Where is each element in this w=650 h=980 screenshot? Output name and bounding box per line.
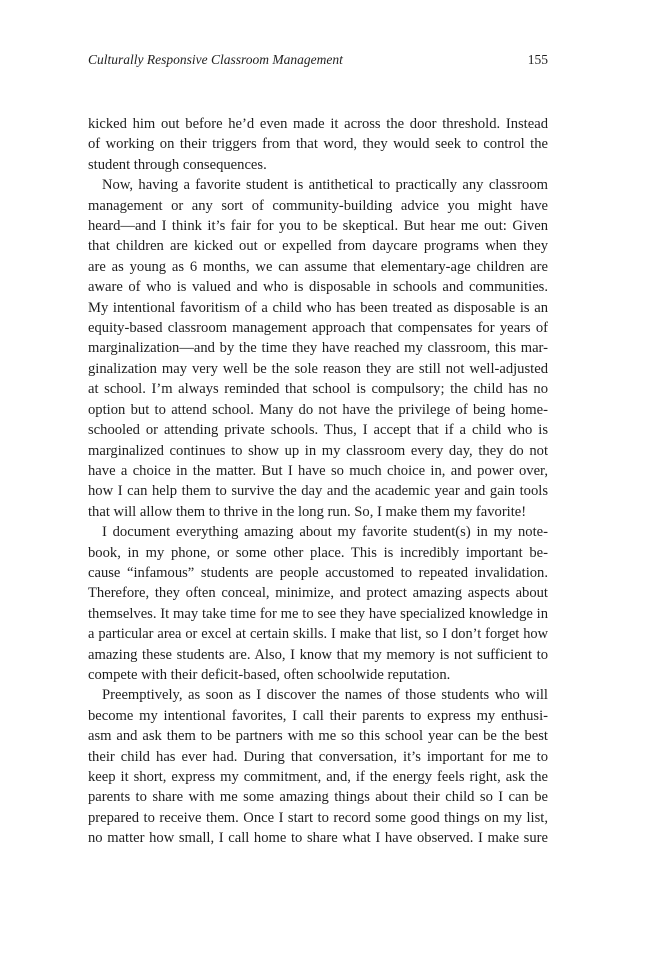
text-line: become my intentional favorites, I call their parents to express my enthusi-: [88, 707, 548, 724]
text-line: schooled or attending private schools. Thus, I accept that if a child who is: [88, 422, 548, 439]
text-line: themselves. It may take time for me to see they have specialized knowledge in: [88, 605, 548, 622]
page-number: 155: [527, 52, 548, 67]
text-line: Therefore, they often conceal, minimize, and protect amazing aspects about: [88, 585, 548, 602]
text-line: student through consequences.: [88, 156, 267, 173]
body-text: [88, 114, 548, 849]
text-line: a particular area or excel at certain skills. I make that list, so I don’t forget how: [88, 626, 548, 643]
text-line: marginalization—and by the time they have reached my classroom, this mar-: [88, 340, 548, 357]
text-line: that will allow them to thrive in the long run. So, I make them my favorite!: [88, 503, 527, 520]
text-line: keep it short, express my commitment, and, if the energy feels right, ask the: [88, 769, 548, 785]
text-line: have a choice in the matter. But I have so much choice in, and power over,: [88, 462, 548, 479]
text-line: I document everything amazing about my favorite student(s) in my note-: [102, 524, 548, 541]
text-line: management or any sort of community-building advice you might have: [88, 197, 548, 214]
text-line: marginalized continues to show up in my classroom every day, they do not: [88, 442, 548, 459]
text-line: that children are kicked out or expelled from daycare programs when they: [88, 238, 548, 255]
running-header: [88, 52, 548, 70]
text-line: asm and ask them to be partners with me so this school year can be the best: [88, 728, 548, 745]
text-line: prepared to receive them. Once I start to record some good things on my list,: [88, 809, 548, 826]
text-line: no matter how small, I call home to share what I have observed. I make sure: [88, 830, 548, 847]
text-line: Preemptively, as soon as I discover the names of those students who will: [102, 687, 548, 704]
text-line: how I can help them to survive the day and the academic year and gain tools: [88, 483, 548, 500]
text-line: their child has ever had. During that conversation, it’s important for me to: [88, 748, 548, 765]
text-line: My intentional favoritism of a child who has been treated as disposable is an: [88, 299, 548, 316]
text-line: are as young as 6 months, we can assume that elementary-age children are: [88, 258, 548, 275]
text-line: parents to share with me some amazing things about their child so I can be: [88, 789, 548, 806]
text-line: book, in my phone, or some other place. This is incredibly important be-: [88, 544, 548, 561]
text-line: of working on their triggers from that word, they would seek to control the: [88, 136, 548, 153]
text-line: equity-based classroom management approach that compensates for years of: [88, 320, 548, 337]
text-line: aware of who is valued and who is disposable in schools and communities.: [88, 279, 548, 296]
text-line: at school. I’m always reminded that school is compulsory; the child has no: [88, 381, 548, 398]
text-line: amazing these students are. Also, I know that my memory is not sufficient to: [88, 646, 548, 663]
text-line: option but to attend school. Many do not have the privilege of being home-: [88, 401, 548, 418]
text-line: compete with their deficit-based, often schoolwide reputation.: [88, 666, 451, 683]
text-line: Now, having a favorite student is antithetical to practically any classroom: [102, 177, 548, 194]
text-line: heard—and I think it’s fair for you to be skeptical. But hear me out: Given: [88, 218, 548, 235]
running-title: Culturally Responsive Classroom Management: [88, 52, 343, 67]
text-line: ginalization may very well be the sole reason they are still not well-adjusted: [88, 360, 548, 377]
text-line: kicked him out before he’d even made it across the door threshold. Instead: [88, 116, 548, 132]
text-line: cause “infamous” students are people accustomed to repeated invalidation.: [88, 564, 548, 581]
